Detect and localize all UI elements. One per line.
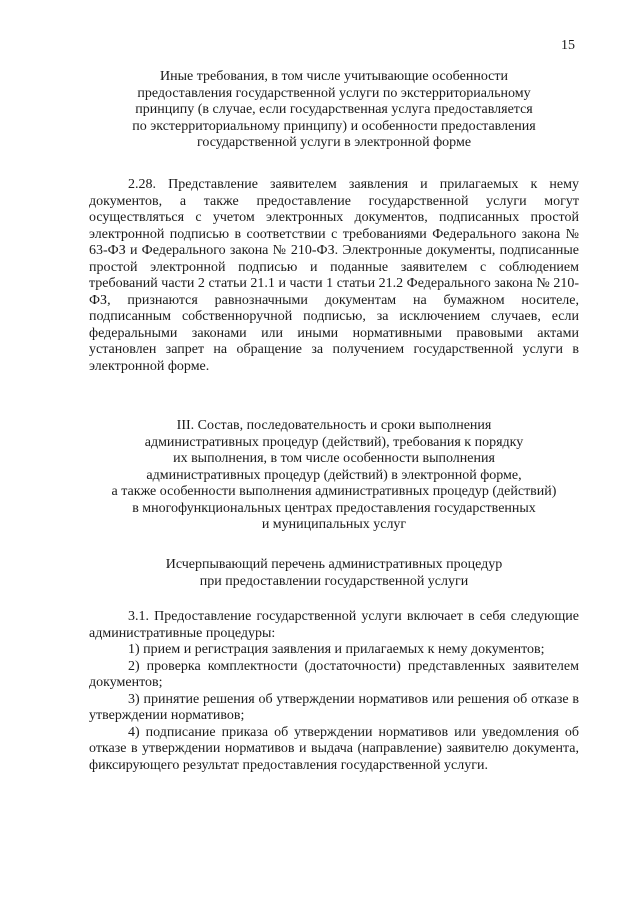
- heading-line: и муниципальных услуг: [261, 517, 407, 532]
- heading-line: предоставления государственной услуги по экстерриториальному: [137, 85, 531, 101]
- heading-line: Исчерпывающий перечень административных процедур: [165, 557, 503, 572]
- heading-line: административных процедур (действий), требования к порядку: [144, 434, 524, 450]
- heading-line: государственной услуги в электронной форме: [196, 135, 472, 150]
- heading-line: при предоставлении государственной услуги: [199, 573, 469, 589]
- paragraph-text: 3.1. Предоставление государственной услуги включает в себя следующие административные процедуры:: [89, 609, 579, 641]
- list-item: 1) прием и регистрация заявления и прилагаемых к нему документов;: [128, 642, 545, 657]
- heading-line: административных процедур (действий) в электронной форме,: [146, 467, 522, 483]
- section-heading-other-requirements: [89, 69, 579, 152]
- page-number: 15: [561, 38, 575, 53]
- subsection-heading-procedures: [89, 557, 579, 590]
- list-item: 2) проверка комплектности (достаточности) представленных заявителем документов;: [89, 658, 579, 690]
- paragraph-3-1: [89, 609, 579, 774]
- list-item: 3) принятие решения об утверждении нормативов или решения об отказе в утверждении нормативов;: [89, 691, 579, 723]
- paragraph-2-28: [89, 177, 579, 375]
- heading-line: III. Состав, последовательность и сроки выполнения: [176, 418, 492, 433]
- section-heading-iii: [89, 418, 579, 534]
- heading-line: а также особенности выполнения административных процедур (действий): [111, 484, 557, 499]
- list-item: 4) подписание приказа об утверждении нормативов или уведомления об отказе в утверждении нормативов и выдача (направление) заявителю документа, фиксирующего результат предоставления государственной услуги.: [89, 724, 579, 773]
- heading-line: по экстерриториальному принципу) и особенности предоставления: [132, 118, 536, 134]
- heading-line: Иные требования, в том числе учитывающие особенности: [159, 69, 508, 84]
- heading-line: принципу (в случае, если государственная услуга предоставляется: [135, 102, 533, 117]
- paragraph-text: 2.28. Представление заявителем заявления и прилагаемых к нему документов, а также предоставление государственной услуги могут осуществляться с учетом электронных документов, подписанных простой электронной подписью в соответствии с требованиями Федерального закона № 63-ФЗ и Федерального закона № 210-ФЗ. Электронные документы, подписанные простой электронной подписью и поданные заявителем с соблюдением требований части 2 статьи 21.1 и части 1 статьи 21.2 Федерального закона № 210-ФЗ, признаются равнозначными документам на бумажном носителе, подписанным собственноручной подписью, за исключением случаев, если федеральными законами или иными нормативными правовыми актами установлен запрет на обращение за получением государственной услуги в электронной форме.: [89, 177, 579, 374]
- heading-line: в многофункциональных центрах предоставления государственных: [132, 500, 536, 516]
- heading-line: их выполнения, в том числе особенности выполнения: [173, 451, 495, 466]
